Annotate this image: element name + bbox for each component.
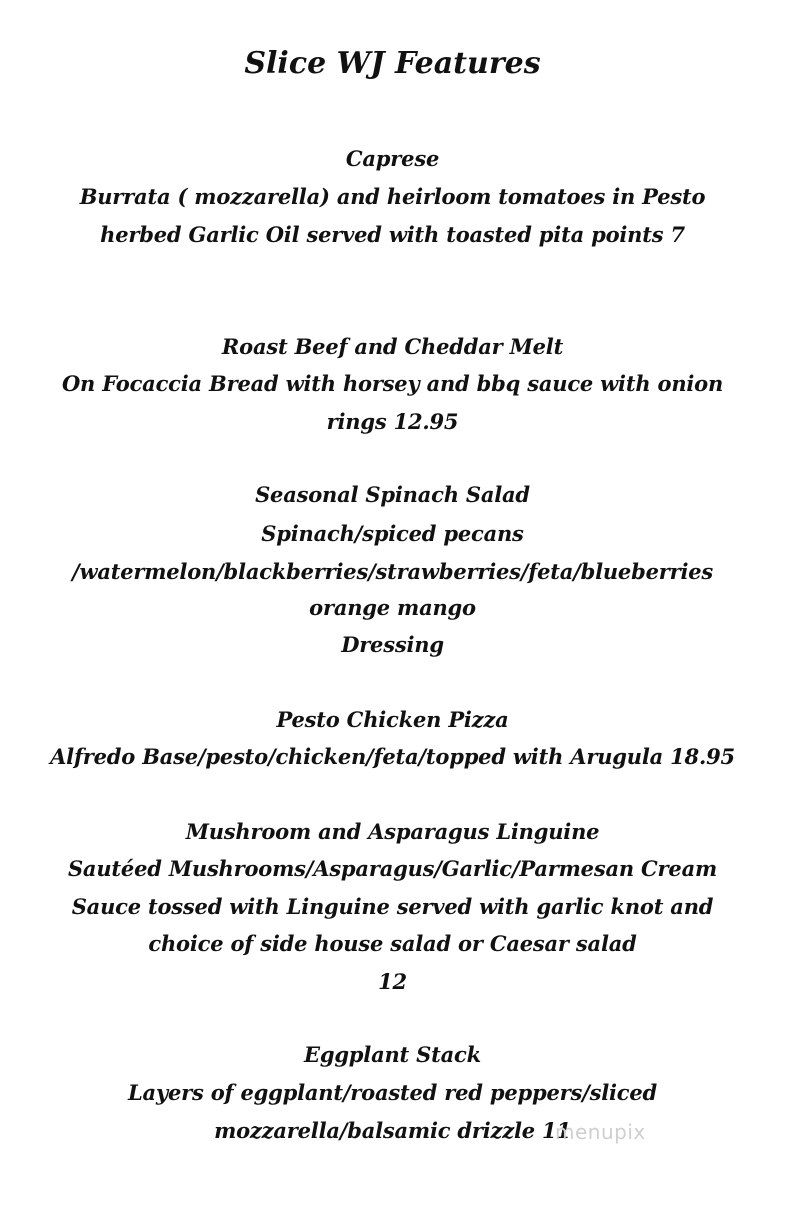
- item-description-line: choice of side house salad or Caesar salad: [148, 931, 637, 956]
- item-description-line: herbed Garlic Oil served with toasted pita points 7: [100, 222, 685, 247]
- item-description-line: Sauce tossed with Linguine served with garlic knot and: [71, 894, 714, 919]
- item-name: Mushroom and Asparagus Linguine: [185, 819, 600, 844]
- item-name: Seasonal Spinach Salad: [255, 482, 530, 507]
- item-description-line: orange mango: [309, 595, 476, 620]
- item-description-line: /watermelon/blackberries/strawberries/feta/blueberries: [71, 559, 714, 584]
- item-name: Roast Beef and Cheddar Melt: [221, 334, 564, 359]
- item-name: Pesto Chicken Pizza: [276, 707, 509, 732]
- item-description-line: Burrata ( mozzarella) and heirloom tomatoes in Pesto: [79, 184, 706, 209]
- page-title: Slice WJ Features: [244, 46, 541, 81]
- item-description-line: Spinach/spiced pecans: [261, 521, 524, 546]
- item-description-line: On Focaccia Bread with horsey and bbq sauce with onion: [61, 371, 724, 396]
- item-description-line: Dressing: [341, 632, 444, 657]
- item-description-line: Alfredo Base/pesto/chicken/feta/topped with Arugula 18.95: [50, 744, 735, 769]
- item-description-line: mozzarella/balsamic drizzle 11: [214, 1118, 571, 1143]
- item-description-line: Layers of eggplant/roasted red peppers/sliced: [127, 1080, 658, 1105]
- item-name: Eggplant Stack: [304, 1042, 481, 1067]
- item-name: Caprese: [345, 146, 440, 171]
- item-description-line: Sautéed Mushrooms/Asparagus/Garlic/Parmesan Cream: [67, 856, 718, 881]
- watermark-logo: menupix: [555, 1120, 646, 1144]
- item-description-line: rings 12.95: [326, 409, 459, 434]
- item-price: 12: [378, 969, 407, 994]
